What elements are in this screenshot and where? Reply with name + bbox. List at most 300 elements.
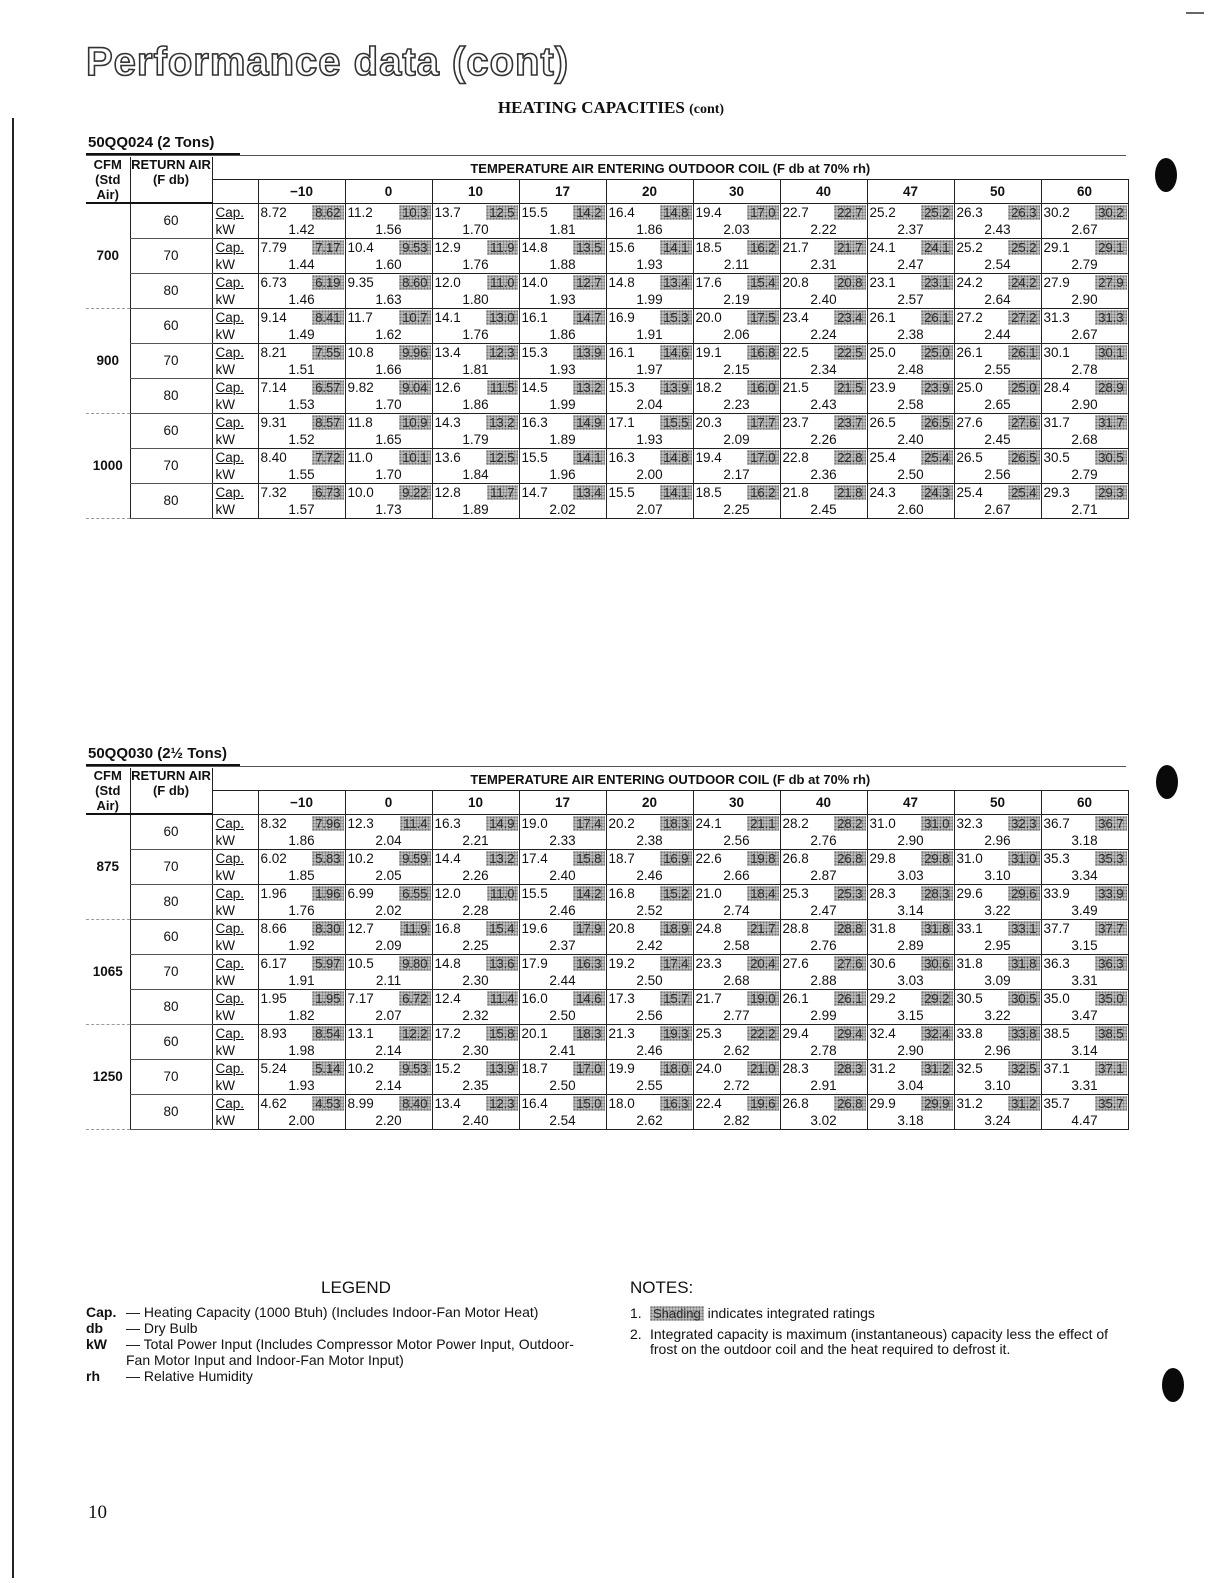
- table-row: [86, 1042, 1128, 1060]
- capacity-value: 10.5: [347, 955, 374, 971]
- kw-value: 1.66: [375, 361, 402, 377]
- integrated-capacity-value: 13.0: [486, 310, 517, 325]
- capacity-cell: [693, 884, 780, 902]
- table-row: [86, 308, 1128, 326]
- integrated-capacity-value: 17.9: [573, 921, 604, 936]
- capacity-value: 23.9: [869, 379, 896, 395]
- kw-cell: [693, 291, 780, 309]
- kw-value: 1.44: [288, 256, 315, 272]
- kw-cell: [519, 256, 606, 274]
- kw-value: 3.18: [897, 1112, 924, 1128]
- integrated-capacity-value: 17.4: [660, 956, 691, 971]
- kw-cell: [345, 1112, 432, 1130]
- legend-key: Cap.: [86, 1304, 117, 1320]
- capacity-value: 27.2: [956, 309, 983, 325]
- kw-cell: [606, 256, 693, 274]
- capacity-cell: [432, 238, 519, 256]
- subtitle-suffix: (cont): [689, 102, 725, 117]
- integrated-capacity-value: 21.7: [747, 921, 778, 936]
- capacity-cell: [1041, 1094, 1128, 1112]
- capacity-cell: [606, 989, 693, 1007]
- integrated-capacity-value: 13.2: [486, 415, 517, 430]
- integrated-capacity-value: 25.4: [1008, 485, 1039, 500]
- capacity-cell: [345, 814, 432, 832]
- integrated-capacity-value: 29.1: [1095, 240, 1126, 255]
- kw-value: 2.43: [984, 221, 1011, 237]
- kw-value: 1.92: [288, 937, 315, 953]
- kw-value: 1.81: [462, 361, 489, 377]
- capacity-cell: [867, 273, 954, 291]
- integrated-capacity-value: 28.8: [834, 921, 865, 936]
- legend-text: — Heating Capacity (1000 Btuh) (Includes Indoor-Fan Motor Heat): [126, 1304, 539, 1320]
- kw-cell: [432, 221, 519, 239]
- capacity-cell: [606, 203, 693, 221]
- integrated-capacity-value: 23.1: [921, 275, 952, 290]
- row-type-cap: Cap.: [212, 884, 258, 902]
- kw-cell: [693, 902, 780, 920]
- kw-value: 2.56: [723, 832, 750, 848]
- integrated-capacity-value: 8.60: [399, 275, 430, 290]
- capacity-cell: [1041, 884, 1128, 902]
- return-air-value: 70: [130, 954, 212, 989]
- kw-value: 1.63: [375, 291, 402, 307]
- kw-value: 2.58: [897, 396, 924, 412]
- temperature-column-header: 50: [954, 180, 1041, 203]
- cfm-header: CFM (Std Air): [86, 157, 130, 203]
- integrated-capacity-value: 14.9: [573, 415, 604, 430]
- kw-cell: [954, 326, 1041, 344]
- kw-cell: [519, 361, 606, 379]
- kw-cell: [867, 1077, 954, 1095]
- kw-cell: [693, 326, 780, 344]
- temperature-column-header: 50: [954, 791, 1041, 814]
- kw-cell: [606, 431, 693, 449]
- capacity-cell: [1041, 483, 1128, 501]
- kw-value: 1.65: [375, 431, 402, 447]
- kw-value: 2.96: [984, 1042, 1011, 1058]
- integrated-capacity-value: 22.2: [747, 1026, 778, 1041]
- kw-cell: [258, 937, 345, 955]
- kw-cell: [432, 256, 519, 274]
- kw-value: 1.84: [462, 466, 489, 482]
- capacity-cell: [867, 919, 954, 937]
- kw-cell: [258, 291, 345, 309]
- integrated-capacity-value: 11.5: [487, 380, 517, 395]
- kw-cell: [693, 221, 780, 239]
- integrated-capacity-value: 31.8: [921, 921, 952, 936]
- integrated-capacity-value: 28.3: [921, 886, 952, 901]
- kw-cell: [345, 1042, 432, 1060]
- kw-value: 2.88: [810, 972, 837, 988]
- capacity-value: 6.73: [260, 274, 287, 290]
- capacity-cell: [693, 273, 780, 291]
- capacity-value: 8.21: [260, 344, 287, 360]
- table-row: [86, 1094, 1128, 1112]
- kw-value: 2.37: [897, 221, 924, 237]
- kw-value: 1.86: [636, 221, 663, 237]
- temperature-column-header: 47: [867, 180, 954, 203]
- capacity-value: 29.4: [782, 1025, 809, 1041]
- kw-value: 2.15: [723, 361, 750, 377]
- kw-value: 3.34: [1071, 867, 1098, 883]
- capacity-cell: [780, 343, 867, 361]
- capacity-cell: [867, 378, 954, 396]
- integrated-capacity-value: 21.8: [834, 485, 865, 500]
- kw-cell: [954, 902, 1041, 920]
- return-air-header: RETURN AIR (F db): [130, 768, 212, 814]
- kw-cell: [519, 972, 606, 990]
- kw-value: 1.86: [288, 832, 315, 848]
- kw-cell: [780, 501, 867, 519]
- capacity-value: 28.3: [869, 885, 896, 901]
- capacity-cell: [519, 989, 606, 1007]
- capacity-value: 14.3: [434, 414, 461, 430]
- kw-value: 2.67: [984, 501, 1011, 517]
- kw-cell: [780, 326, 867, 344]
- kw-cell: [867, 1112, 954, 1130]
- kw-cell: [954, 832, 1041, 850]
- capacity-cell: [1041, 413, 1128, 431]
- integrated-capacity-value: 7.17: [312, 240, 343, 255]
- kw-value: 2.00: [636, 466, 663, 482]
- kw-value: 2.68: [1071, 431, 1098, 447]
- kw-value: 2.19: [723, 291, 750, 307]
- kw-value: 2.04: [375, 832, 402, 848]
- kw-value: 2.09: [375, 937, 402, 953]
- kw-cell: [606, 832, 693, 850]
- kw-value: 2.90: [1071, 396, 1098, 412]
- kw-cell: [258, 466, 345, 484]
- integrated-capacity-value: 19.3: [660, 1026, 691, 1041]
- capacity-value: 33.8: [956, 1025, 983, 1041]
- kw-cell: [1041, 431, 1128, 449]
- capacity-cell: [693, 814, 780, 832]
- capacity-cell: [867, 308, 954, 326]
- integrated-capacity-value: 26.8: [834, 851, 865, 866]
- kw-value: 1.99: [549, 396, 576, 412]
- kw-value: 2.44: [984, 326, 1011, 342]
- kw-value: 2.00: [288, 1112, 315, 1128]
- capacity-value: 25.4: [956, 484, 983, 500]
- integrated-capacity-value: 12.5: [486, 205, 517, 220]
- cfm-value: 1065: [86, 919, 130, 1024]
- kw-value: 2.11: [723, 256, 750, 272]
- kw-cell: [606, 221, 693, 239]
- kw-cell: [867, 466, 954, 484]
- capacity-cell: [432, 343, 519, 361]
- capacity-value: 21.7: [695, 990, 722, 1006]
- kw-value: 4.47: [1071, 1112, 1098, 1128]
- capacity-cell: [780, 413, 867, 431]
- kw-cell: [780, 867, 867, 885]
- row-type-kw: kW: [212, 221, 258, 239]
- kw-cell: [519, 221, 606, 239]
- capacity-value: 29.8: [869, 850, 896, 866]
- kw-value: 1.89: [462, 501, 489, 517]
- integrated-capacity-value: 16.3: [660, 1096, 691, 1111]
- subtitle-main: HEATING CAPACITIES: [497, 98, 685, 117]
- capacity-value: 13.7: [434, 204, 461, 220]
- kw-value: 1.56: [375, 221, 402, 237]
- row-type-kw: kW: [212, 1077, 258, 1095]
- kw-value: 2.55: [636, 1077, 663, 1093]
- capacity-value: 19.4: [695, 449, 722, 465]
- legend-text: — Total Power Input (Includes Compressor Motor Power Input, Outdoor-Fan Motor Input and Indoor-Fan Motor Input): [126, 1336, 574, 1368]
- kw-cell: [432, 431, 519, 449]
- capacity-value: 26.1: [869, 309, 896, 325]
- capacity-value: 25.3: [782, 885, 809, 901]
- kw-cell: [693, 1112, 780, 1130]
- cfm-value: 875: [86, 814, 130, 919]
- integrated-capacity-value: 20.8: [834, 275, 865, 290]
- capacity-cell: [1041, 238, 1128, 256]
- table-row: [86, 989, 1128, 1007]
- row-type-kw: kW: [212, 466, 258, 484]
- capacity-value: 8.66: [260, 920, 287, 936]
- kw-value: 2.05: [375, 867, 402, 883]
- kw-cell: [519, 501, 606, 519]
- integrated-capacity-value: 27.6: [834, 956, 865, 971]
- kw-value: 2.87: [810, 867, 837, 883]
- capacity-value: 9.31: [260, 414, 287, 430]
- capacity-value: 29.3: [1043, 484, 1070, 500]
- kw-value: 1.85: [288, 867, 315, 883]
- kw-cell: [780, 291, 867, 309]
- kw-value: 1.57: [288, 501, 315, 517]
- kw-value: 2.50: [636, 972, 663, 988]
- capacity-cell: [519, 273, 606, 291]
- capacity-value: 11.8: [347, 414, 373, 430]
- capacity-cell: [954, 273, 1041, 291]
- capacity-cell: [258, 1024, 345, 1042]
- capacity-cell: [258, 954, 345, 972]
- kw-value: 3.03: [897, 867, 924, 883]
- kw-cell: [606, 466, 693, 484]
- kw-cell: [867, 1042, 954, 1060]
- capacity-value: 32.5: [956, 1060, 983, 1076]
- integrated-capacity-value: 26.8: [834, 1096, 865, 1111]
- kw-value: 2.26: [462, 867, 489, 883]
- capacity-value: 29.2: [869, 990, 896, 1006]
- kw-value: 2.04: [636, 396, 663, 412]
- capacity-value: 18.2: [695, 379, 722, 395]
- kw-cell: [345, 501, 432, 519]
- kw-cell: [345, 221, 432, 239]
- capacity-value: 15.3: [608, 379, 635, 395]
- capacity-value: 20.8: [608, 920, 635, 936]
- integrated-capacity-value: 31.0: [1008, 851, 1039, 866]
- kw-cell: [258, 832, 345, 850]
- capacity-cell: [867, 884, 954, 902]
- temperature-column-header: −10: [258, 791, 345, 814]
- capacity-value: 10.2: [347, 1060, 374, 1076]
- row-type-cap: Cap.: [212, 1094, 258, 1112]
- integrated-capacity-value: 7.96: [312, 816, 343, 831]
- capacity-cell: [345, 238, 432, 256]
- integrated-capacity-value: 33.1: [1008, 921, 1039, 936]
- capacity-cell: [954, 483, 1041, 501]
- kw-value: 2.32: [462, 1007, 489, 1023]
- kw-cell: [345, 867, 432, 885]
- integrated-capacity-value: 29.2: [921, 991, 952, 1006]
- kw-value: 2.07: [375, 1007, 402, 1023]
- capacity-value: 27.6: [782, 955, 809, 971]
- integrated-capacity-value: 15.2: [660, 886, 691, 901]
- capacity-value: 12.8: [434, 484, 461, 500]
- integrated-capacity-value: 37.7: [1095, 921, 1126, 936]
- kw-value: 2.78: [810, 1042, 837, 1058]
- capacity-cell: [258, 989, 345, 1007]
- kw-cell: [954, 221, 1041, 239]
- row-type-cap: Cap.: [212, 1059, 258, 1077]
- kw-value: 1.91: [288, 972, 315, 988]
- capacity-cell: [258, 203, 345, 221]
- kw-value: 2.79: [1071, 466, 1098, 482]
- capacity-cell: [954, 238, 1041, 256]
- kw-value: 3.02: [810, 1112, 837, 1128]
- capacity-value: 33.1: [956, 920, 983, 936]
- capacity-value: 15.2: [434, 1060, 461, 1076]
- integrated-capacity-value: 35.3: [1095, 851, 1126, 866]
- capacity-cell: [954, 343, 1041, 361]
- kw-value: 2.30: [462, 972, 489, 988]
- kw-value: 2.09: [723, 431, 750, 447]
- integrated-capacity-value: 19.8: [747, 851, 778, 866]
- kw-value: 2.24: [810, 326, 837, 342]
- capacity-cell: [345, 203, 432, 221]
- capacity-cell: [780, 919, 867, 937]
- kw-cell: [954, 396, 1041, 414]
- kw-cell: [606, 1007, 693, 1025]
- kw-value: 3.14: [897, 902, 924, 918]
- kw-cell: [1041, 937, 1128, 955]
- capacity-cell: [1041, 1024, 1128, 1042]
- capacity-value: 23.1: [869, 274, 896, 290]
- kw-value: 1.70: [375, 396, 402, 412]
- integrated-capacity-value: 6.73: [312, 485, 343, 500]
- kw-cell: [432, 291, 519, 309]
- kw-value: 2.11: [375, 972, 402, 988]
- kw-value: 1.81: [549, 221, 576, 237]
- kw-cell: [693, 466, 780, 484]
- capacity-cell: [519, 343, 606, 361]
- kw-cell: [693, 431, 780, 449]
- integrated-capacity-value: 17.7: [747, 415, 778, 430]
- kw-cell: [258, 501, 345, 519]
- kw-cell: [519, 937, 606, 955]
- capacity-cell: [954, 884, 1041, 902]
- capacity-cell: [345, 413, 432, 431]
- capacity-cell: [693, 203, 780, 221]
- kw-value: 2.54: [549, 1112, 576, 1128]
- capacity-value: 19.9: [608, 1060, 635, 1076]
- capacity-cell: [1041, 448, 1128, 466]
- integrated-capacity-value: 28.9: [1095, 380, 1126, 395]
- table-row: [86, 291, 1128, 309]
- integrated-capacity-value: 12.5: [486, 450, 517, 465]
- kw-value: 1.53: [288, 396, 315, 412]
- integrated-capacity-value: 24.2: [1008, 275, 1039, 290]
- integrated-capacity-value: 30.6: [921, 956, 952, 971]
- page-subtitle: [0, 98, 1222, 118]
- capacity-value: 15.3: [521, 344, 548, 360]
- note-1: [630, 1306, 1130, 1321]
- capacity-value: 23.3: [695, 955, 722, 971]
- capacity-value: 13.6: [434, 449, 461, 465]
- capacity-value: 31.0: [956, 850, 983, 866]
- capacity-cell: [780, 378, 867, 396]
- capacity-cell: [258, 378, 345, 396]
- kw-cell: [1041, 1007, 1128, 1025]
- kw-value: 3.14: [1071, 1042, 1098, 1058]
- capacity-value: 16.4: [521, 1095, 548, 1111]
- integrated-capacity-value: 13.9: [573, 345, 604, 360]
- capacity-cell: [780, 814, 867, 832]
- capacity-cell: [693, 483, 780, 501]
- kw-value: 1.89: [549, 431, 576, 447]
- integrated-capacity-value: 15.4: [747, 275, 778, 290]
- kw-value: 3.22: [984, 1007, 1011, 1023]
- integrated-capacity-value: 11.9: [487, 240, 517, 255]
- kw-cell: [519, 466, 606, 484]
- capacity-cell: [432, 919, 519, 937]
- kw-cell: [258, 867, 345, 885]
- capacity-cell: [954, 413, 1041, 431]
- kw-cell: [519, 832, 606, 850]
- capacity-value: 31.0: [869, 815, 896, 831]
- capacity-cell: [606, 954, 693, 972]
- kw-cell: [693, 867, 780, 885]
- integrated-capacity-value: 37.1: [1095, 1061, 1126, 1076]
- table-row: [86, 919, 1128, 937]
- capacity-cell: [780, 1059, 867, 1077]
- integrated-capacity-value: 29.6: [1008, 886, 1039, 901]
- integrated-capacity-value: 21.5: [834, 380, 865, 395]
- kw-value: 2.20: [375, 1112, 402, 1128]
- capacity-value: 6.17: [260, 955, 287, 971]
- capacity-cell: [258, 483, 345, 501]
- capacity-cell: [345, 919, 432, 937]
- capacity-cell: [780, 273, 867, 291]
- legend-key: rh: [86, 1368, 100, 1384]
- capacity-value: 15.5: [608, 484, 635, 500]
- capacity-value: 7.32: [260, 484, 287, 500]
- kw-cell: [1041, 1077, 1128, 1095]
- capacity-cell: [693, 343, 780, 361]
- kw-cell: [432, 937, 519, 955]
- kw-cell: [954, 867, 1041, 885]
- capacity-cell: [606, 1094, 693, 1112]
- integrated-capacity-value: 22.5: [834, 345, 865, 360]
- kw-value: 2.77: [723, 1007, 750, 1023]
- integrated-capacity-value: 17.0: [573, 1061, 604, 1076]
- legend-text: — Relative Humidity: [126, 1368, 253, 1384]
- integrated-capacity-value: 38.5: [1095, 1026, 1126, 1041]
- kw-value: 2.03: [723, 221, 750, 237]
- capacity-value: 26.5: [956, 449, 983, 465]
- capacity-cell: [693, 919, 780, 937]
- integrated-capacity-value: 11.9: [400, 921, 430, 936]
- kw-cell: [606, 326, 693, 344]
- kw-value: 3.09: [984, 972, 1011, 988]
- capacity-value: 31.7: [1043, 414, 1070, 430]
- return-air-value: 60: [130, 308, 212, 343]
- table-row: [86, 483, 1128, 501]
- integrated-capacity-value: 9.80: [399, 956, 430, 971]
- capacity-cell: [954, 1024, 1041, 1042]
- capacity-value: 26.1: [782, 990, 809, 1006]
- capacity-cell: [432, 814, 519, 832]
